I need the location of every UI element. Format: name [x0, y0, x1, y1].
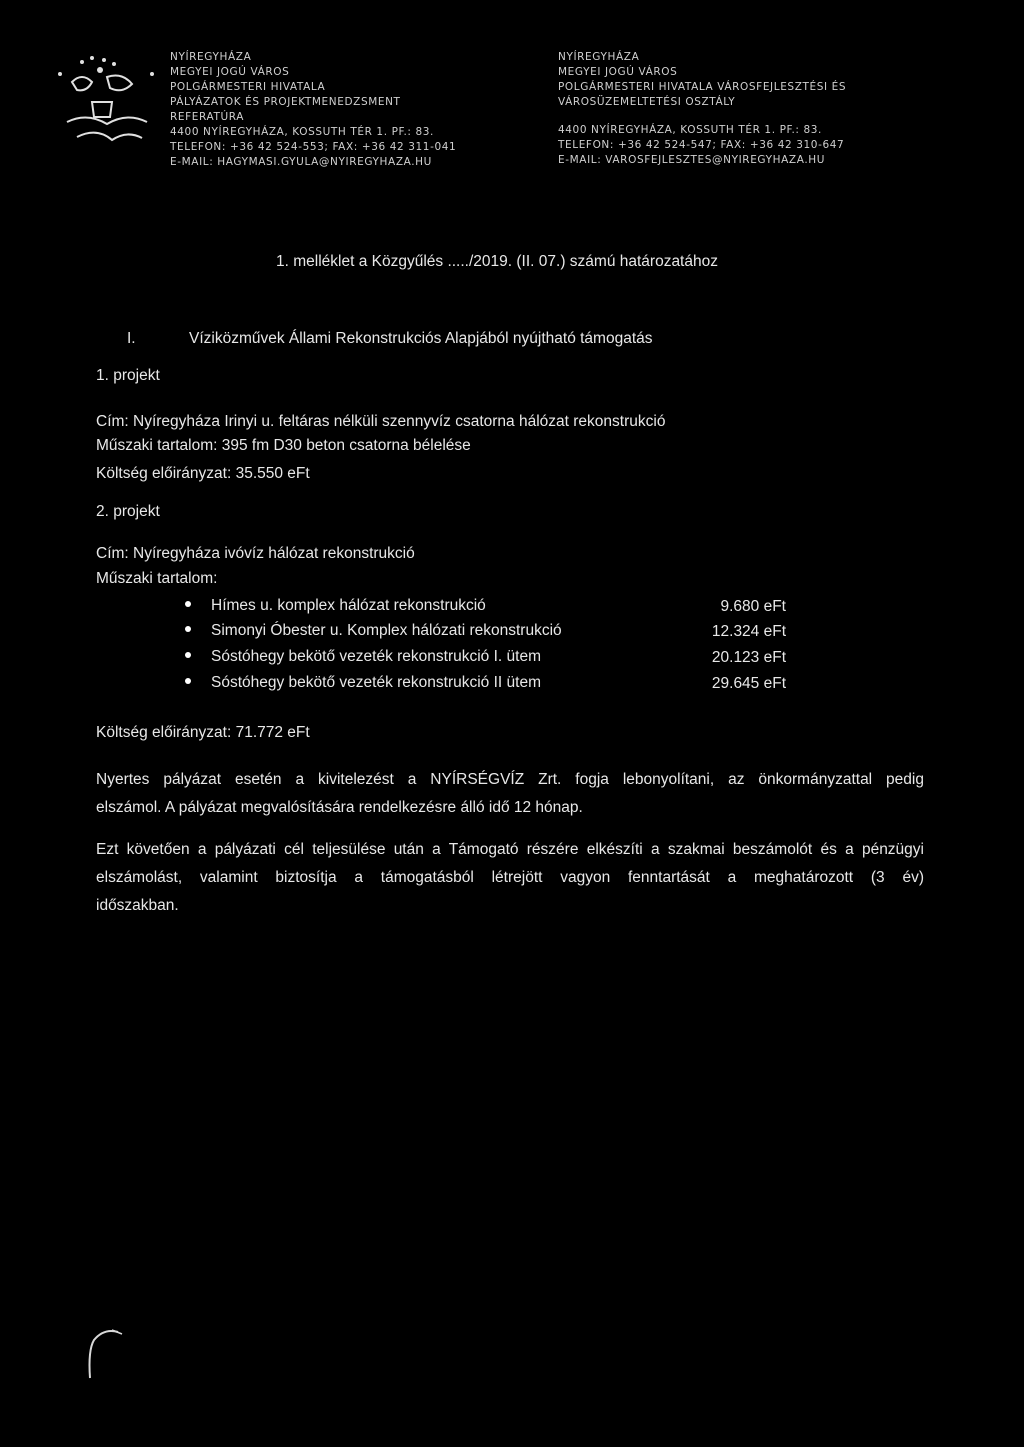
header-right-line: NYÍREGYHÁZA: [558, 51, 640, 63]
paragraph-line: Ezt követően a pályázati cél teljesülése után a Támogató részére elkészíti a szakmai beszámolót és a pénzügyi: [96, 841, 924, 858]
list-item: [185, 674, 541, 692]
header-left-line: REFERATÚRA: [170, 111, 244, 123]
section-title: Víziközművek Állami Rekonstrukciós Alapjából nyújtható támogatás: [189, 330, 653, 347]
bullet-icon: [185, 601, 191, 607]
header-left-line: PÁLYÁZATOK ÉS PROJEKTMENEDZSMENT: [170, 96, 401, 108]
annex-title: 1. melléklet a Közgyűlés ...../2019. (II. 07.) számú határozatához: [276, 253, 718, 270]
item-name: Hímes u. komplex hálózat rekonstrukció: [211, 597, 486, 614]
item-amount: 12.324 eFt: [711, 623, 786, 640]
project2-technical-label: Műszaki tartalom:: [96, 570, 218, 587]
project1-label: 1. projekt: [96, 367, 160, 384]
paragraph-line: elszámolást, valamint biztosítja a támogatásból létrejött vagyon fenntartását a meghatározott (3 év): [96, 869, 924, 886]
paragraph-line: Nyertes pályázat esetén a kivitelezést a NYÍRSÉGVÍZ Zrt. fogja lebonyolítani, az önkormányzattal pedig: [96, 771, 924, 788]
list-item: [185, 597, 486, 615]
project2-title: Cím: Nyíregyháza ivóvíz hálózat rekonstrukció: [96, 545, 415, 562]
header-right-line: POLGÁRMESTERI HIVATALA VÁROSFEJLESZTÉSI ÉS: [558, 81, 847, 93]
header-right-line: 4400 NYÍREGYHÁZA, KOSSUTH TÉR 1. PF.: 83.: [558, 124, 822, 136]
bullet-icon: [185, 626, 191, 632]
paragraph-execution: [96, 766, 924, 822]
header-right-line: E-MAIL: VAROSFEJLESZTES@NYIREGYHAZA.HU: [558, 154, 826, 166]
item-name: Simonyi Óbester u. Komplex hálózati rekonstrukció: [211, 622, 562, 639]
project1-technical: Műszaki tartalom: 395 fm D30 beton csatorna bélelése: [96, 437, 471, 454]
header-right-line: TELEFON: +36 42 524-547; FAX: +36 42 310-647: [558, 139, 845, 151]
project1-cost: Költség előirányzat: 35.550 eFt: [96, 465, 310, 482]
paragraph-line: időszakban.: [96, 897, 179, 914]
paragraph-reporting: [96, 836, 924, 920]
header-right-letterhead: [558, 50, 846, 168]
project2-label: 2. projekt: [96, 503, 160, 520]
header-left-letterhead: [170, 50, 456, 170]
header-right-line: MEGYEI JOGÚ VÁROS: [558, 66, 678, 78]
paragraph-line: elszámol. A pályázat megvalósítására rendelkezésre álló idő 12 hónap.: [96, 799, 583, 816]
header-left-line: MEGYEI JOGÚ VÁROS: [170, 66, 290, 78]
header-left-line: TELEFON: +36 42 524-553; FAX: +36 42 311-041: [170, 141, 457, 153]
bullet-icon: [185, 652, 191, 658]
header-left-line: E-MAIL: HAGYMASI.GYULA@NYIREGYHAZA.HU: [170, 156, 432, 168]
list-item: [185, 648, 541, 666]
item-amount: 29.645 eFt: [711, 675, 786, 692]
section-number: I.: [127, 330, 136, 347]
project2-cost: Költség előirányzat: 71.772 eFt: [96, 724, 310, 741]
item-amount: 20.123 eFt: [711, 649, 786, 666]
header-left-line: NYÍREGYHÁZA: [170, 51, 252, 63]
header-left-line: 4400 NYÍREGYHÁZA, KOSSUTH TÉR 1. PF.: 83.: [170, 126, 434, 138]
handwritten-mark: [82, 1326, 126, 1386]
item-amount: 9.680 eFt: [720, 598, 786, 615]
project1-title: Cím: Nyíregyháza Irinyi u. feltáras nélküli szennyvíz csatorna hálózat rekonstrukció: [96, 413, 666, 430]
header-right-line: VÁROSÜZEMELTETÉSI OSZTÁLY: [558, 96, 736, 108]
bullet-icon: [185, 678, 191, 684]
header-left-line: POLGÁRMESTERI HIVATALA: [170, 81, 326, 93]
list-item: [185, 622, 562, 640]
item-name: Sóstóhegy bekötő vezeték rekonstrukció I. ütem: [211, 648, 541, 665]
city-crest-logo: [52, 52, 164, 156]
item-name: Sóstóhegy bekötő vezeték rekonstrukció II ütem: [211, 674, 541, 691]
